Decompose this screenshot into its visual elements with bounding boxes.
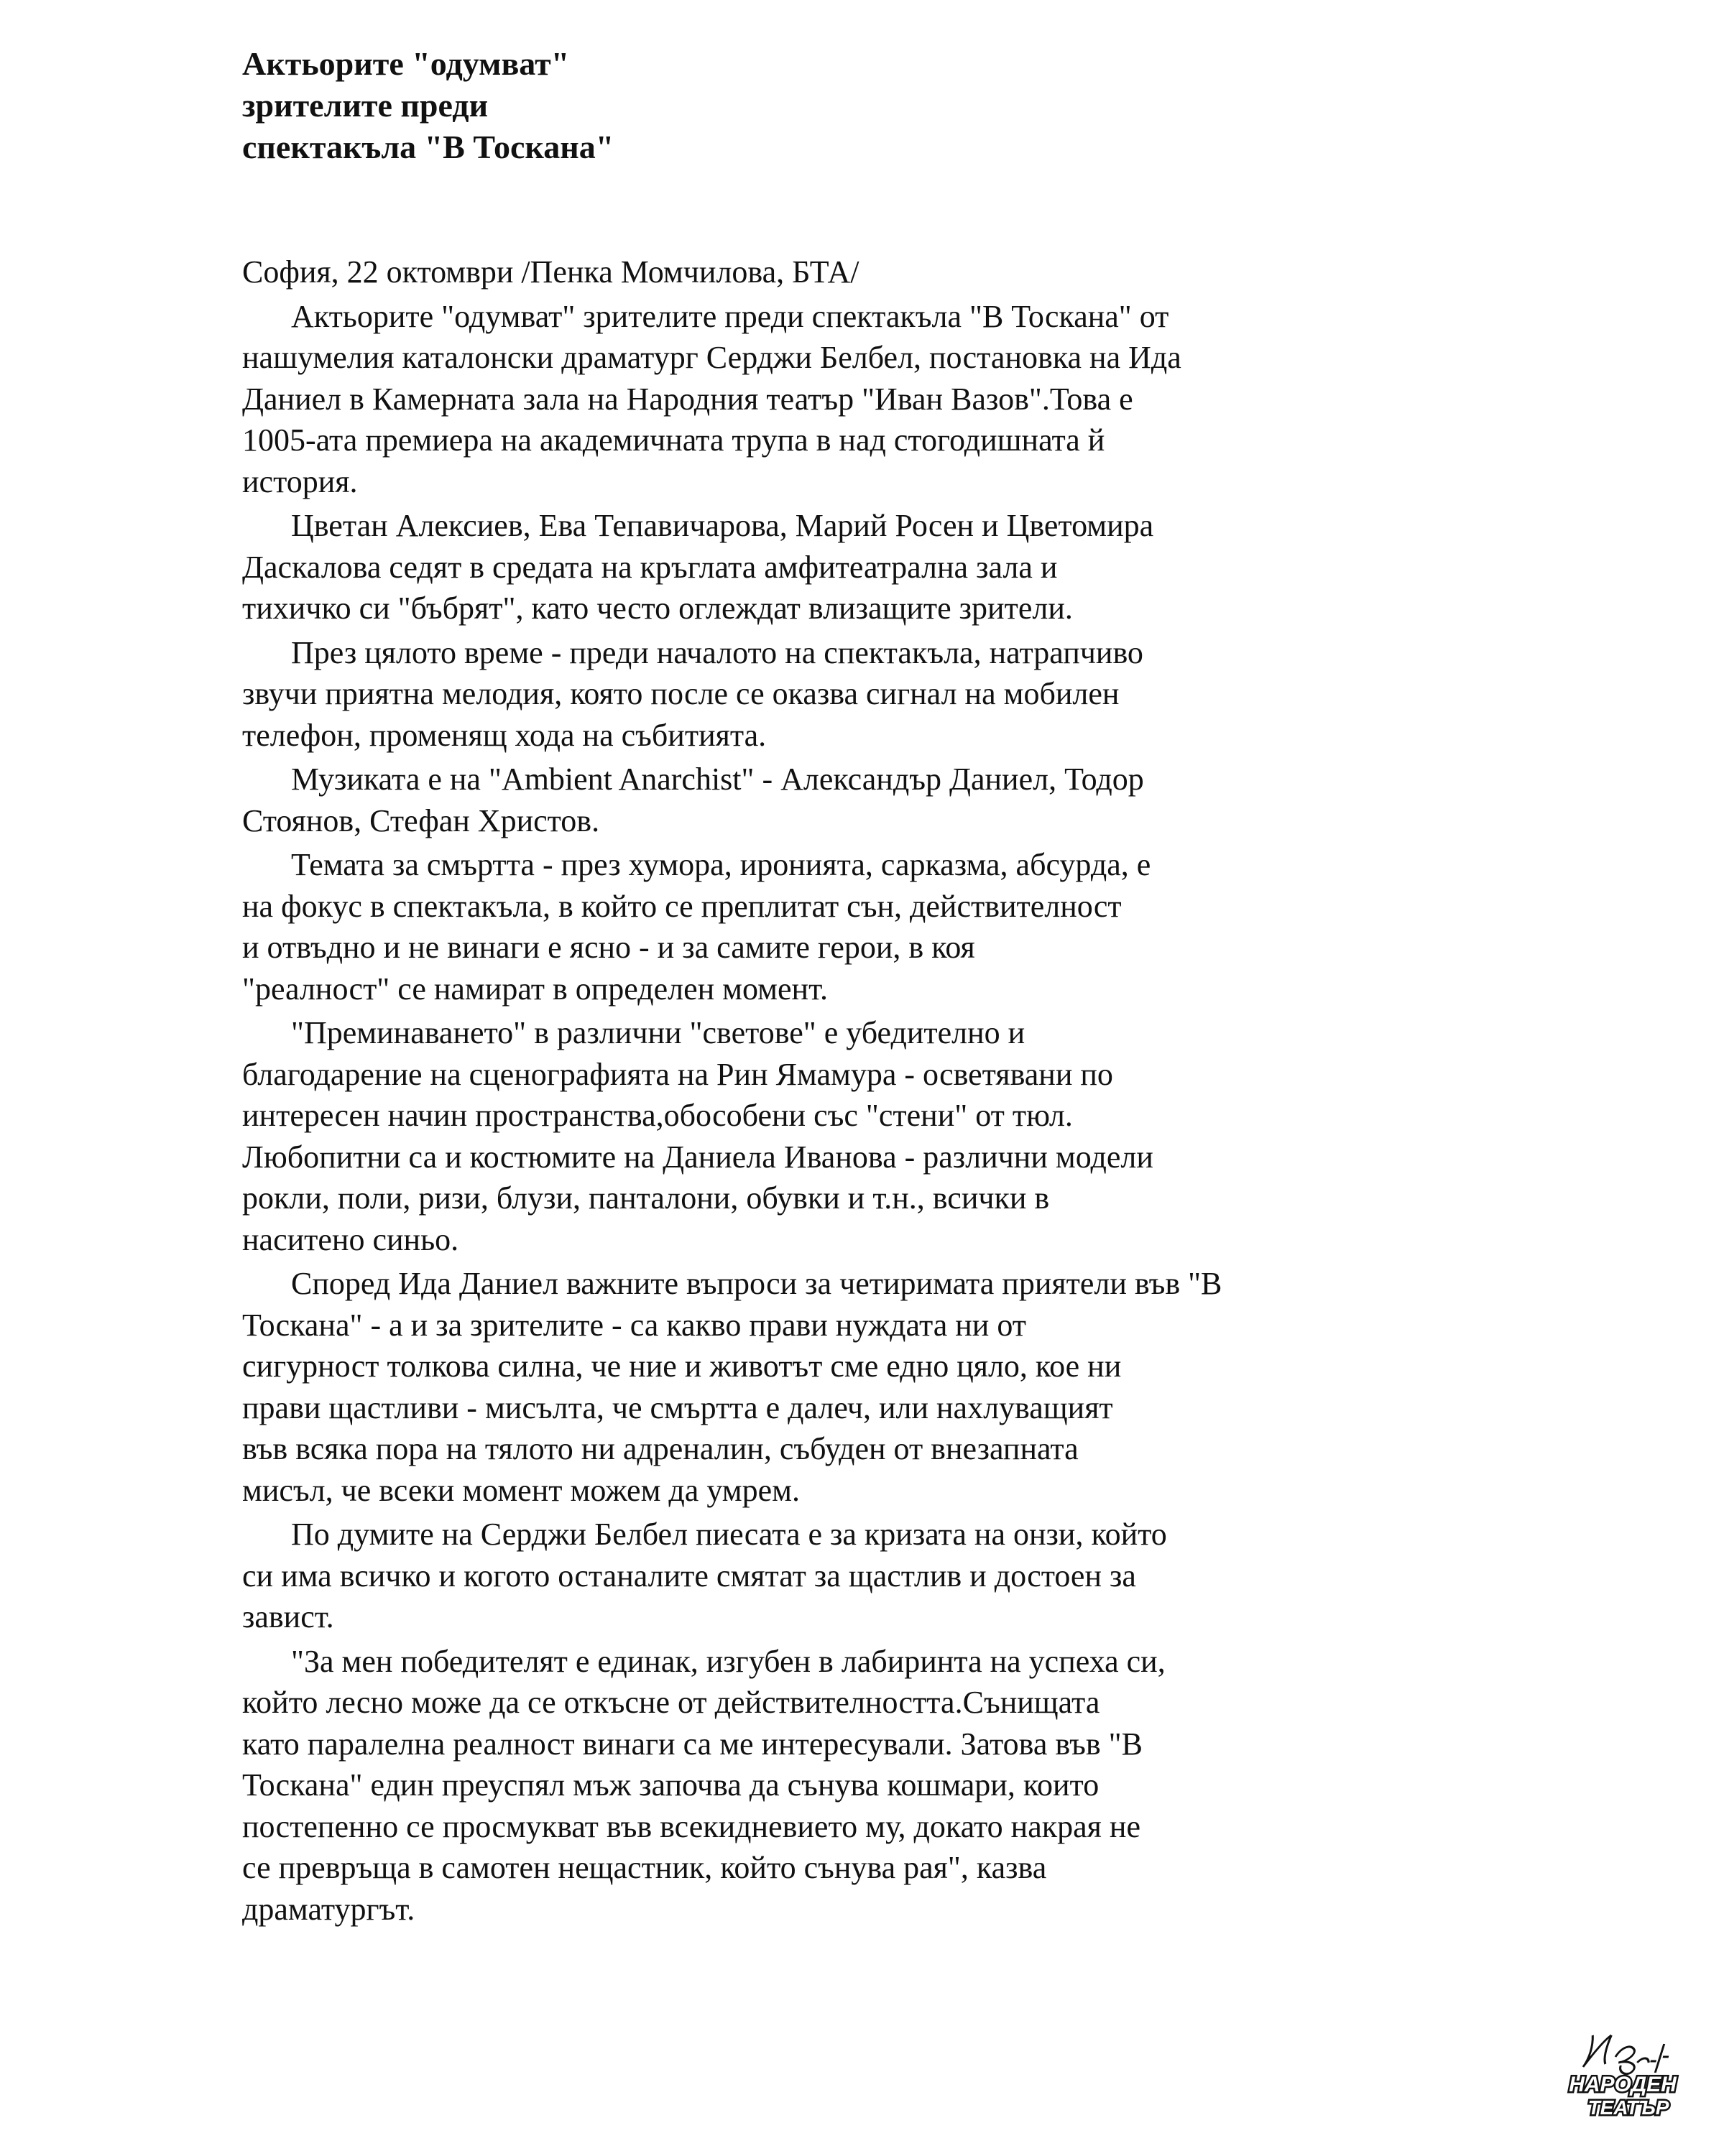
paragraph-line: Цветан Алексиев, Ева Тепавичарова, Марий Росен и Цветомира	[291, 508, 1154, 543]
paragraph-line: си има всичко и когото останалите смятат за щастлив и достоен за	[242, 1558, 1136, 1593]
paragraph-line: завист.	[242, 1599, 334, 1634]
paragraph-line: прави щастливи - мисълта, че смъртта е далеч, или нахлуващият	[242, 1389, 1113, 1425]
paragraph-line: Стоянов, Стефан Христов.	[242, 802, 600, 838]
paragraph-line: и отвъдно и не винаги е ясно - и за самите герои, в коя	[242, 930, 975, 965]
headline-line-1: Актьорите "одумват"	[242, 45, 570, 82]
headline	[242, 43, 1033, 168]
article-body	[242, 251, 1464, 1930]
paragraph-8	[242, 1514, 1464, 1638]
paragraph-line: "реалност" се намират в определен момент.	[242, 971, 829, 1007]
paragraph-line: Според Ида Даниел важните въпроси за четиримата приятели във "В	[291, 1266, 1222, 1301]
paragraph-line: "За мен победителят е единак, изгубен в лабиринта на успеха си,	[291, 1643, 1166, 1679]
paragraph-line: драматургът.	[242, 1891, 415, 1927]
paragraph-line: се превръща в самотен нещастник, който сънува рая", казва	[242, 1850, 1047, 1885]
paragraph-line: По думите на Серджи Белбел пиесата е за кризата на онзи, който	[291, 1517, 1167, 1552]
paragraph-line: като паралелна реалност винаги са ме интересували. Затова във "В	[242, 1726, 1143, 1762]
national-theatre-logo-icon	[1559, 2030, 1685, 2123]
headline-line-3: спектакъла "В Тоскана"	[242, 129, 614, 165]
paragraph-line: телефон, променящ хода на събитията.	[242, 717, 767, 753]
paragraph-line: на фокус в спектакъла, в който се преплитат сън, действителност	[242, 888, 1122, 924]
paragraph-line: мисъл, че всеки момент можем да умрем.	[242, 1472, 800, 1508]
paragraph-5	[242, 844, 1464, 1009]
paragraph-line: Темата за смъртта - през хумора, иронията, сарказма, абсурда, е	[291, 847, 1151, 882]
paragraph-line: нашумелия каталонски драматург Серджи Белбел, постановка на Ида	[242, 340, 1181, 375]
paragraph-line: който лесно може да се откъсне от действителността.Сънищата	[242, 1685, 1100, 1720]
paragraph-line: Актьорите "одумват" зрителите преди спектакъла "В Тоскана" от	[291, 298, 1169, 334]
paragraph-line: "Преминаването" в различни "светове" е убедително и	[291, 1015, 1025, 1050]
paragraph-line: сигурност толкова силна, че ние и животът сме едно цяло, кое ни	[242, 1348, 1122, 1384]
paragraph-line: рокли, поли, ризи, блузи, панталони, обувки и т.н., всички в	[242, 1180, 1050, 1216]
paragraph-line: Даскалова седят в средата на кръглата амфитеатрална зала и	[242, 549, 1058, 585]
paragraph-line: Тоскана" - а и за зрителите - са какво прави нуждата ни от	[242, 1307, 1026, 1343]
logo-line-1: НАРОДЕН	[1569, 2073, 1677, 2096]
paragraph-line: През цялото време - преди началото на спектакъла, натрапчиво	[291, 634, 1143, 670]
paragraph-line: интересен начин пространства,обособени със "стени" от тюл.	[242, 1098, 1073, 1133]
paragraph-line: във всяка пора на тялото ни адреналин, събуден от внезапната	[242, 1431, 1079, 1466]
paragraph-line: Любопитни са и костюмите на Даниела Иванова - различни модели	[242, 1139, 1153, 1175]
paragraph-line: наситено синьо.	[242, 1221, 459, 1257]
paragraph-line: Даниел в Камерната зала на Народния театър "Иван Вазов".Това е	[242, 381, 1133, 417]
paragraph-line: постепенно се просмукват във всекидневието му, докато накрая не	[242, 1808, 1140, 1844]
paragraph-2	[242, 505, 1464, 629]
logo-line-2: ТЕАТЪР	[1587, 2096, 1669, 2119]
headline-line-2: зрителите преди	[242, 87, 489, 124]
paragraph-line: история.	[242, 463, 358, 499]
paragraph-4	[242, 759, 1464, 841]
paragraph-line: благодарение на сценографията на Рин Ямамура - осветявани по	[242, 1056, 1113, 1092]
dateline: София, 22 октомври /Пенка Момчилова, БТА/	[242, 254, 859, 290]
paragraph-line: тихичко си "бъбрят", като често оглеждат влизащите зрители.	[242, 591, 1073, 626]
paragraph-line: 1005-ата премиера на академичната трупа в над стогодишната й	[242, 422, 1105, 458]
paragraph-3	[242, 632, 1464, 757]
paragraph-1	[242, 296, 1464, 503]
paragraph-line: Тоскана" един преуспял мъж започва да сънува кошмари, които	[242, 1767, 1100, 1803]
paragraph-6	[242, 1012, 1464, 1260]
paragraph-7	[242, 1263, 1464, 1511]
paragraph-line: звучи приятна мелодия, която после се оказва сигнал на мобилен	[242, 676, 1120, 711]
paragraph-9	[242, 1641, 1464, 1930]
paragraph-line: Музиката е на "Ambient Anarchist" - Александър Даниел, Тодор	[291, 762, 1144, 797]
